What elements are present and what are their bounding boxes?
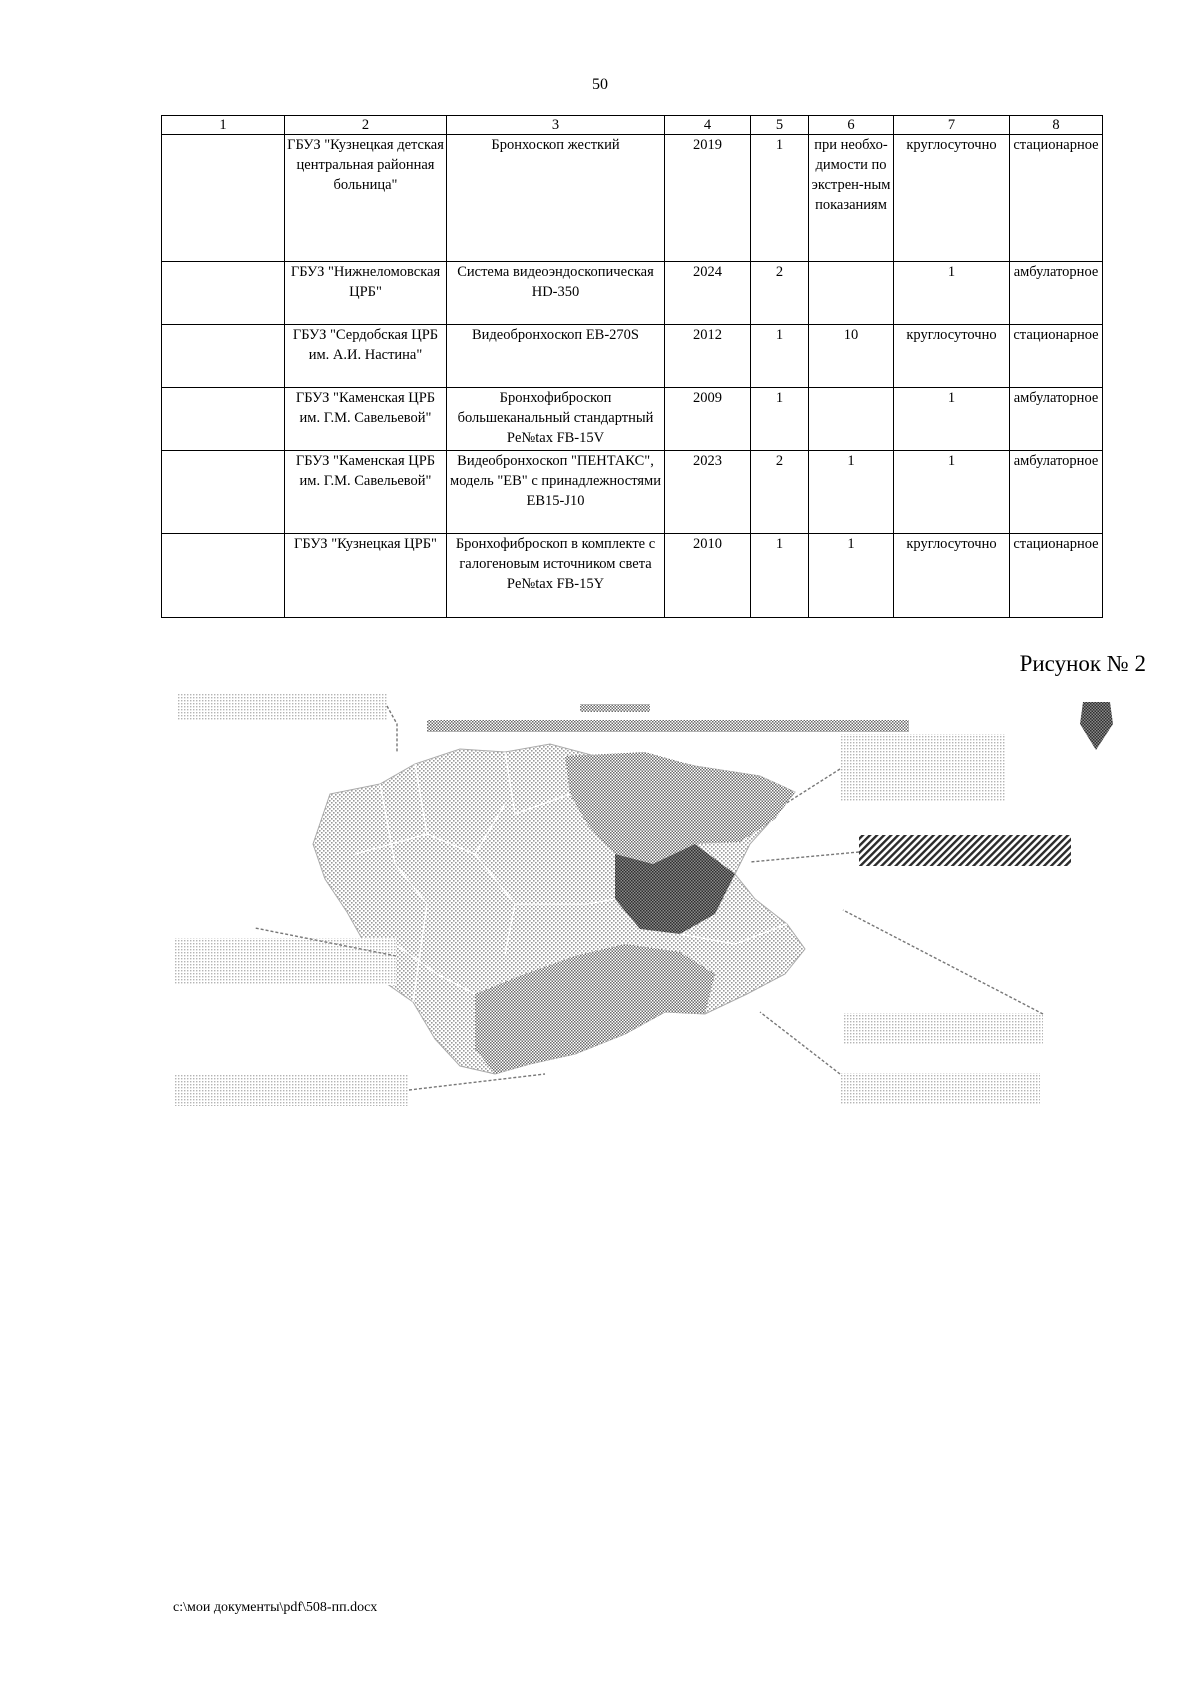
table-cell: ГБУЗ "Нижнеломовская ЦРБ" (285, 262, 447, 325)
table-cell (809, 262, 894, 325)
table-cell (162, 135, 285, 262)
callout-box (840, 734, 1005, 802)
table-cell: 2010 (665, 534, 751, 618)
table-cell: Бронхофиброскоп большеканальный стандартный Pe№tax FB-15V (447, 388, 665, 451)
table-cell: 2 (751, 262, 809, 325)
table-cell: 10 (809, 325, 894, 388)
table-cell: 1 (809, 451, 894, 534)
table-cell: 1 (894, 451, 1010, 534)
map-title-strip (580, 704, 650, 712)
coat-of-arms-icon (1080, 702, 1113, 750)
table-cell: круглосуточно (894, 325, 1010, 388)
table-cell: 1 (894, 388, 1010, 451)
callout-box (177, 694, 387, 720)
figure-caption: Рисунок № 2 (1019, 651, 1146, 676)
table-cell: ГБУЗ "Кузнецкая детская центральная районная больница" (285, 135, 447, 262)
table-header-cell: 6 (809, 116, 894, 135)
table-cell: 1 (751, 135, 809, 262)
table-header-row (162, 116, 1103, 135)
table-cell (162, 262, 285, 325)
callout-box (175, 1075, 409, 1106)
table-cell: Видеобронхоскоп EB-270S (447, 325, 665, 388)
table-cell: 2024 (665, 262, 751, 325)
map-title-strip (427, 720, 909, 732)
callout-box (175, 938, 396, 985)
table-cell: стационарное (1010, 534, 1103, 618)
table-cell: 2 (751, 451, 809, 534)
table-cell (809, 388, 894, 451)
table-cell: Бронхофиброскоп в комплекте с галогеновым источником света Pe№tax FB-15Y (447, 534, 665, 618)
region-map-image (175, 694, 1135, 1194)
callout-box (840, 1073, 1040, 1104)
table-cell: стационарное (1010, 135, 1103, 262)
table-cell: 2019 (665, 135, 751, 262)
table-cell (162, 388, 285, 451)
table-cell: 1 (809, 534, 894, 618)
table-header-cell: 8 (1010, 116, 1103, 135)
table-row (162, 451, 1103, 534)
table-cell: 1 (751, 388, 809, 451)
table-cell (162, 451, 285, 534)
callout-box (859, 835, 1071, 866)
table-cell: 2009 (665, 388, 751, 451)
table-header-cell: 1 (162, 116, 285, 135)
callout-box (843, 1013, 1043, 1044)
page-number: 50 (592, 76, 608, 93)
table-header-cell: 2 (285, 116, 447, 135)
table-cell: ГБУЗ "Сердобская ЦРБ им. А.И. Настина" (285, 325, 447, 388)
table-row (162, 262, 1103, 325)
table-cell: Бронхоскоп жесткий (447, 135, 665, 262)
table-row (162, 534, 1103, 618)
table-cell: 1 (894, 262, 1010, 325)
table-cell: круглосуточно (894, 135, 1010, 262)
table-cell: амбулаторное (1010, 262, 1103, 325)
table-cell: амбулаторное (1010, 451, 1103, 534)
region-map-figure (175, 694, 1135, 1194)
table-header-cell: 5 (751, 116, 809, 135)
table-cell: амбулаторное (1010, 388, 1103, 451)
table-cell: ГБУЗ "Кузнецкая ЦРБ" (285, 534, 447, 618)
table-cell: при необхо-димости по экстрен-ным показаниям (809, 135, 894, 262)
table-header-cell: 7 (894, 116, 1010, 135)
table-row (162, 325, 1103, 388)
table-cell: ГБУЗ "Каменская ЦРБ им. Г.М. Савельевой" (285, 451, 447, 534)
footer-file-path: c:\мои документы\pdf\508-пп.docx (173, 1600, 378, 1615)
table-cell: Видеобронхоскоп "ПЕНТАКС", модель "EB" с принадлежностями EB15-J10 (447, 451, 665, 534)
equipment-table (161, 115, 1103, 618)
table-cell (162, 325, 285, 388)
table-cell: 1 (751, 534, 809, 618)
table-cell: круглосуточно (894, 534, 1010, 618)
table-cell: стационарное (1010, 325, 1103, 388)
table-cell: Система видеоэндоскопическая HD-350 (447, 262, 665, 325)
table-row (162, 135, 1103, 262)
table-cell: 2023 (665, 451, 751, 534)
table-cell (162, 534, 285, 618)
table-header-cell: 4 (665, 116, 751, 135)
table-cell: 2012 (665, 325, 751, 388)
table-cell: ГБУЗ "Каменская ЦРБ им. Г.М. Савельевой" (285, 388, 447, 451)
table-row (162, 388, 1103, 451)
table-header-cell: 3 (447, 116, 665, 135)
table-cell: 1 (751, 325, 809, 388)
